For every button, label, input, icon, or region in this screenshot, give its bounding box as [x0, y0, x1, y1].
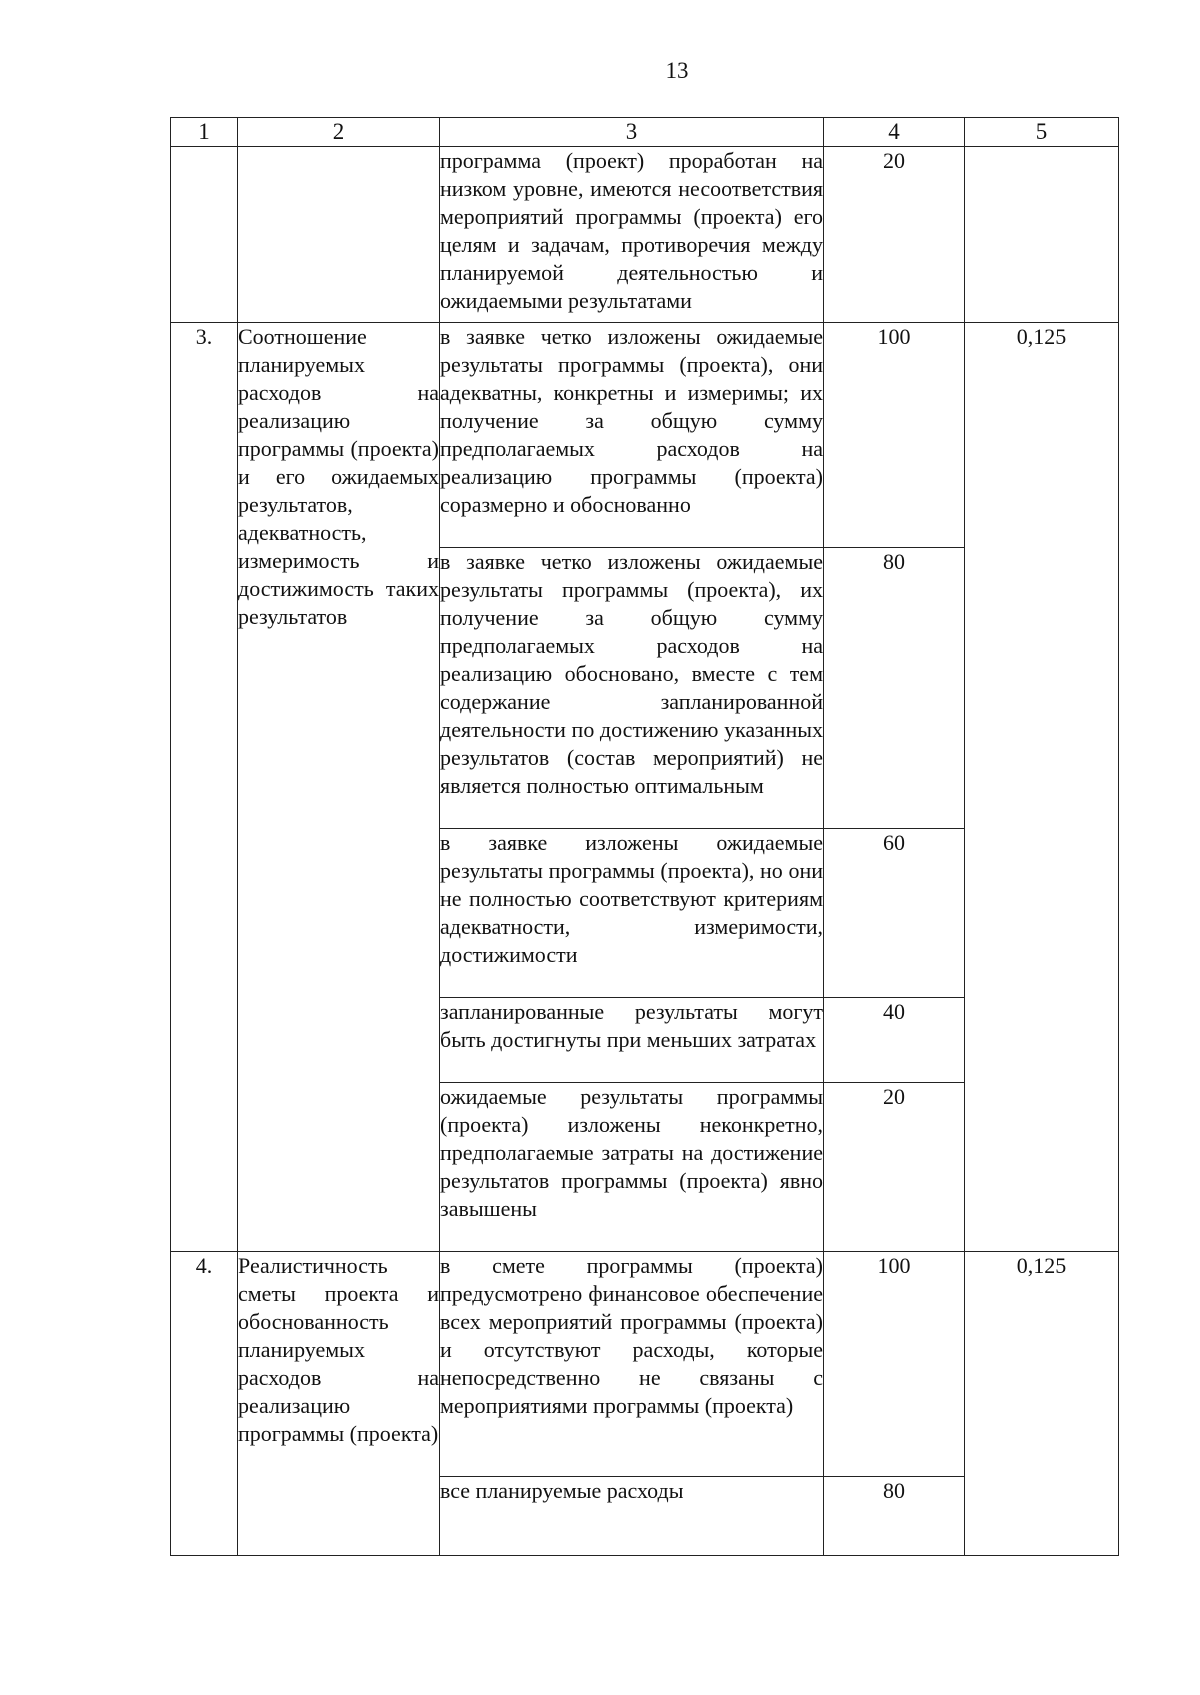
- table-row: [171, 147, 1119, 323]
- table-header-row: [171, 118, 1119, 147]
- table-row: [171, 1252, 1119, 1477]
- criterion-cell: Реалистичность сметы проекта и обоснованность планируемых расходов на реализацию программы (проекта): [238, 1252, 440, 1556]
- level-description: в заявке четко изложены ожидаемые результаты программы (проекта), их получение за общую сумму предполагаемых расходов на реализацию обосновано, вместе с тем содержание запланированной деятельности по достижению указанных результатов (состав мероприятий) не является полностью оптимальным: [440, 548, 824, 829]
- level-score: 20: [824, 147, 965, 323]
- level-description: в заявке изложены ожидаемые результаты программы (проекта), но они не полностью соответствуют критериям адекватности, измеримости, достижимости: [440, 829, 824, 998]
- level-score: 80: [824, 548, 965, 829]
- level-score: 80: [824, 1477, 965, 1556]
- level-score: 60: [824, 829, 965, 998]
- criteria-table: [170, 117, 1119, 1556]
- row-number-cell: 4.: [171, 1252, 238, 1556]
- header-cell-3: 3: [440, 118, 824, 147]
- level-description: в смете программы (проекта) предусмотрено финансовое обеспечение всех мероприятий программы (проекта) и отсутствуют расходы, которые непосредственно не связаны с мероприятиями программы (проекта): [440, 1252, 824, 1477]
- header-cell-4: 4: [824, 118, 965, 147]
- level-score: 20: [824, 1083, 965, 1252]
- header-cell-2: 2: [238, 118, 440, 147]
- row-number-cell: [171, 147, 238, 323]
- header-cell-1: 1: [171, 118, 238, 147]
- header-cell-5: 5: [965, 118, 1119, 147]
- level-description: ожидаемые результаты программы (проекта) изложены неконкретно, предполагаемые затраты на достижение результатов программы (проекта) явно завышены: [440, 1083, 824, 1252]
- level-score: 40: [824, 998, 965, 1083]
- level-score: 100: [824, 1252, 965, 1477]
- table-row: [171, 323, 1119, 548]
- weight-cell: 0,125: [965, 1252, 1119, 1556]
- criterion-cell: Соотношение планируемых расходов на реализацию программы (проекта) и его ожидаемых результатов, адекватность, измеримость и достижимость таких результатов: [238, 323, 440, 1252]
- level-description: в заявке четко изложены ожидаемые результаты программы (проекта), они адекватны, конкретны и измеримы; их получение за общую сумму предполагаемых расходов на реализацию программы (проекта) соразмерно и обоснованно: [440, 323, 824, 548]
- criterion-cell: [238, 147, 440, 323]
- level-description: программа (проект) проработан на низком уровне, имеются несоответствия мероприятий программы (проекта) его целям и задачам, противоречия между планируемой деятельностью и ожидаемыми результатами: [440, 147, 824, 323]
- weight-cell: 0,125: [965, 323, 1119, 1252]
- weight-cell: [965, 147, 1119, 323]
- level-description: запланированные результаты могут быть достигнуты при меньших затратах: [440, 998, 824, 1083]
- level-score: 100: [824, 323, 965, 548]
- page-number: 13: [665, 58, 689, 83]
- row-number-cell: 3.: [171, 323, 238, 1252]
- level-description: все планируемые расходы: [440, 1477, 824, 1556]
